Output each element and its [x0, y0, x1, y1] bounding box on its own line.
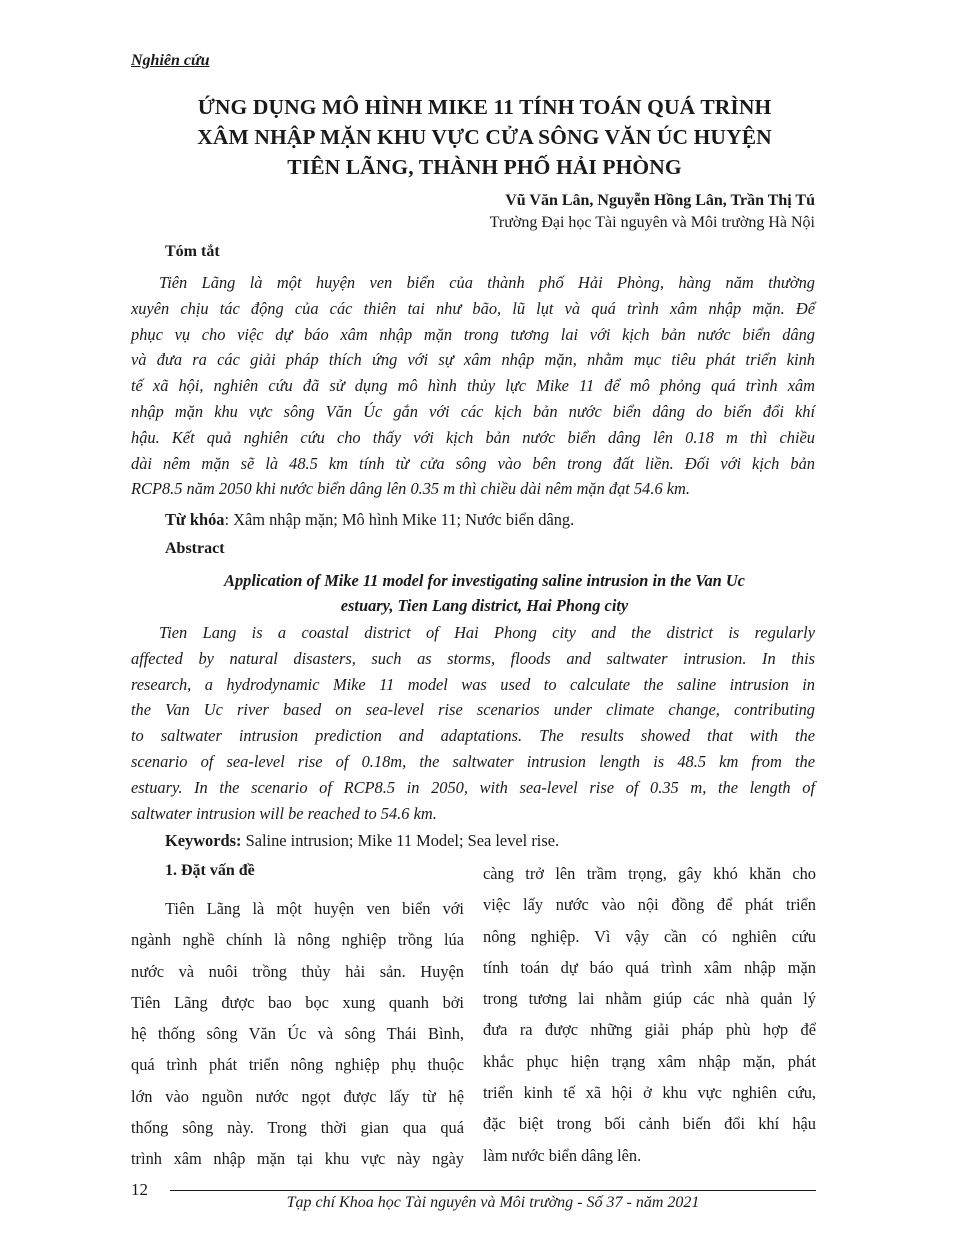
body-line: đặc biệt trong bối cảnh biến đổi khí hậu — [483, 1114, 816, 1134]
en-abstract-line: scenario of sea-level rise of 0.18m, the saltwater intrusion length is 48.5 km from the — [131, 751, 815, 771]
body-line: đưa ra được những giải pháp phù hợp để — [483, 1020, 816, 1040]
vn-keywords-label: Từ khóa — [165, 510, 225, 529]
en-abstract-line: affected by natural disasters, such as storms, floods and saltwater intrusion. In this — [131, 648, 815, 668]
vn-abstract-line: hậu. Kết quả nghiên cứu cho thấy với kịch bản nước biển dâng lên 0.18 m thì chiều — [131, 427, 815, 447]
en-abstract-line: to saltwater intrusion prediction and adaptations. The results showed that with the — [131, 726, 815, 746]
en-title — [120, 568, 849, 618]
body-line: Tiên Lãng được bao bọc xung quanh bởi — [131, 992, 464, 1012]
en-abstract-heading: Abstract — [165, 540, 225, 557]
en-keywords-text: Saline intrusion; Mike 11 Model; Sea level rise. — [241, 831, 560, 850]
body-line: tính toán dự báo quá trình xâm nhập mặn — [483, 957, 816, 977]
vn-abstract-line: dài nêm mặn sẽ là 48.5 km tính từ cửa sông vào bên trong đất liền. Đối với kịch bản — [131, 453, 815, 473]
vn-abstract-line: Tiên Lãng là một huyện ven biển của thành phố Hải Phòng, hàng năm thường — [159, 273, 815, 292]
body-line: nước và nuôi trồng thủy hải sản. Huyện — [131, 961, 464, 981]
en-abstract-line: the Van Uc river based on sea-level rise scenarios under climate change, contributing — [131, 700, 815, 720]
vn-abstract-line: và đưa ra các giải pháp thích ứng với sự xâm nhập mặn, nhằm mục tiêu phát triển kinh — [131, 350, 815, 370]
footer-divider — [170, 1190, 816, 1191]
vn-abstract-line: xuyên chịu tác động của các thiên tai như bão, lũ lụt và quá trình xâm nhập mặn. Để — [131, 298, 815, 318]
body-line: càng trở lên trầm trọng, gây khó khăn cho — [483, 864, 816, 883]
vn-abstract-line: tế xã hội, nghiên cứu đã sử dụng mô hình thủy lực Mike 11 để mô phỏng quá trình xâm — [131, 376, 815, 396]
body-line: quá trình phát triển nông nghiệp phụ thuộc — [131, 1055, 464, 1075]
en-abstract-body — [131, 620, 815, 826]
en-title-line: Application of Mike 11 model for investigating saline intrusion in the Van Uc — [224, 571, 745, 590]
section-tag: Nghiên cứu — [131, 52, 210, 69]
body-line: ngành nghề chính là nông nghiệp trồng lúa — [131, 930, 464, 950]
en-title-line: estuary, Tien Lang district, Hai Phong city — [340, 596, 629, 615]
authors: Vũ Văn Lân, Nguyễn Hồng Lân, Trần Thị Tú — [505, 192, 815, 209]
body-line: trong tương lai nhằm giúp các nhà quản lý — [483, 989, 816, 1009]
vn-abstract-heading: Tóm tắt — [165, 243, 220, 260]
vn-keywords-text: : Xâm nhập mặn; Mô hình Mike 11; Nước biển dâng. — [224, 510, 575, 529]
vn-abstract-body — [131, 270, 815, 502]
section-1-left-column — [131, 893, 464, 1175]
vn-abstract-line: phục vụ cho việc dự báo xâm nhập mặn trong tương lai với kịch bản nước biển dâng — [131, 324, 815, 344]
title-line: ỨNG DỤNG MÔ HÌNH MIKE 11 TÍNH TOÁN QUÁ TRÌNH — [197, 95, 772, 119]
en-abstract-line: research, a hydrodynamic Mike 11 model was used to calculate the saline intrusion in — [131, 674, 815, 694]
vn-abstract-line: nhập mặn khu vực sông Văn Úc gắn với các kịch bản nước biển dâng do biến đổi khí — [131, 401, 815, 421]
body-line: trình xâm nhập mặn tại khu vực này ngày — [131, 1149, 464, 1169]
section-1-heading: 1. Đặt vấn đề — [165, 862, 255, 879]
en-keywords — [165, 831, 559, 851]
paper-title — [120, 92, 849, 182]
affiliation: Trường Đại học Tài nguyên và Môi trường Hà Nội — [489, 214, 815, 231]
page-number: 12 — [131, 1180, 148, 1199]
vn-keywords — [165, 510, 574, 530]
en-abstract-line: saltwater intrusion will be reached to 54.6 km. — [131, 803, 437, 823]
en-abstract-line: estuary. In the scenario of RCP8.5 in 2050, with sea-level rise of 0.35 m, the length of — [131, 777, 815, 797]
en-abstract-line: Tien Lang is a coastal district of Hai Phong city and the district is regularly — [159, 623, 815, 642]
section-1-right-column — [483, 858, 816, 1171]
body-line: hệ thống sông Văn Úc và sông Thái Bình, — [131, 1024, 464, 1044]
vn-abstract-line: RCP8.5 năm 2050 khi nước biển dâng lên 0.35 m thì chiều dài nêm mặn đạt 54.6 km. — [131, 479, 690, 499]
body-line: làm nước biển dâng lên. — [483, 1145, 642, 1165]
en-keywords-label: Keywords: — [165, 831, 242, 850]
body-line: việc lấy nước vào nội đồng để phát triển — [483, 895, 816, 915]
body-line: triển kinh tế xã hội ở khu vực nghiên cứu, — [483, 1083, 816, 1103]
journal-footer: Tạp chí Khoa học Tài nguyên và Môi trường - Số 37 - năm 2021 — [286, 1194, 700, 1211]
body-line: Tiên Lãng là một huyện ven biển với — [165, 899, 464, 918]
body-line: thống sông này. Trong thời gian qua quá — [131, 1118, 464, 1138]
title-line: TIÊN LÃNG, THÀNH PHỐ HẢI PHÒNG — [287, 155, 682, 179]
body-line: nông nghiệp. Vì vậy cần có nghiên cứu — [483, 926, 816, 946]
body-line: lớn vào nguồn nước ngọt được lấy từ hệ — [131, 1086, 464, 1106]
title-line: XÂM NHẬP MẶN KHU VỰC CỬA SÔNG VĂN ÚC HUYỆN — [197, 125, 772, 149]
body-line: khắc phục hiện trạng xâm nhập mặn, phát — [483, 1051, 816, 1071]
